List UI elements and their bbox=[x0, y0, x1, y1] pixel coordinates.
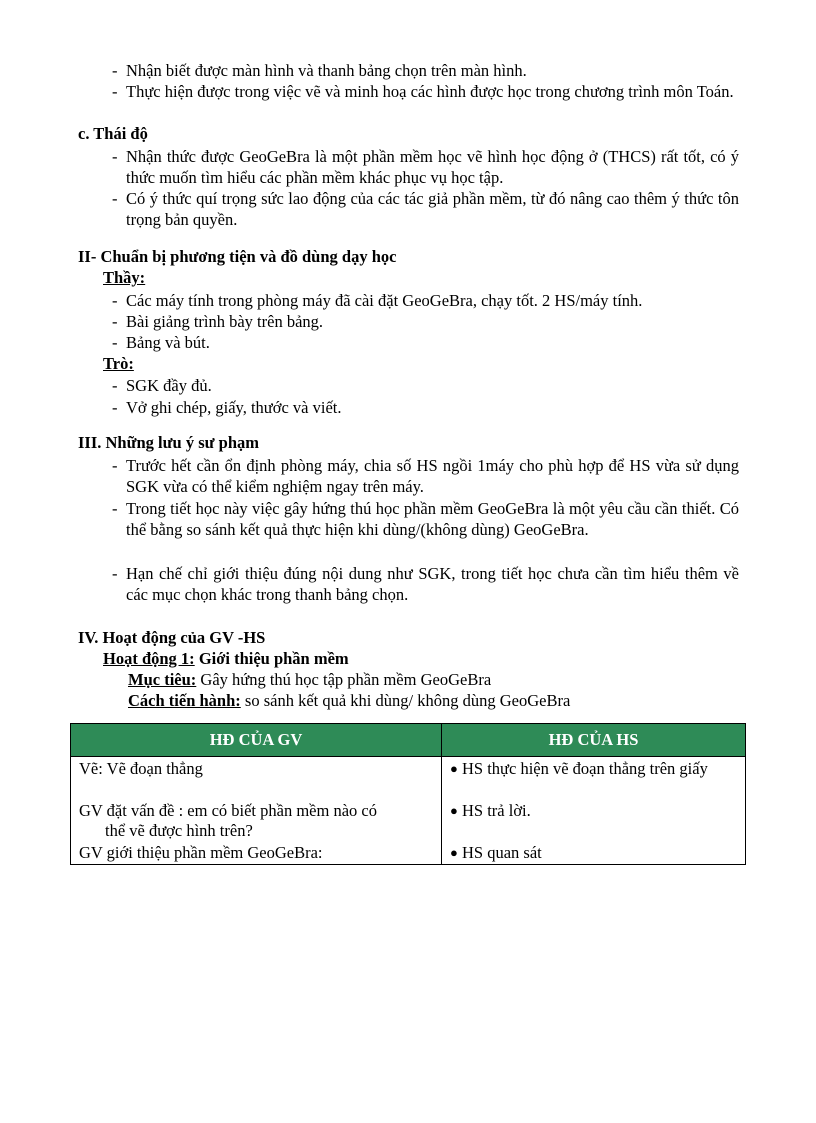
list-item: - Bài giảng trình bày trên bảng. bbox=[112, 312, 324, 331]
student-label: Trò: bbox=[103, 354, 134, 373]
list-item: - Bảng và bút. bbox=[112, 333, 210, 352]
list-item: - SGK đầy đủ. bbox=[112, 376, 212, 395]
section-heading: III. Những lưu ý sư phạm bbox=[78, 433, 260, 452]
list-item: - Nhận thức được GeoGeBra là một phần mềm học vẽ hình học động ở (THCS) rất tốt, có ý thức muốn tìm hiểu các phần mềm khác phục vụ học tập. bbox=[112, 147, 739, 187]
header-gv: HĐ CỦA GV bbox=[71, 724, 442, 757]
header-hs: HĐ CỦA HS bbox=[442, 724, 746, 757]
list-item: - Trong tiết học này việc gây hứng thú học phần mềm GeoGeBra là một yêu cầu cần thiết. Có thể bằng so sánh kết quả thực hiện khi dùng/(không dùng) GeoGeBra. bbox=[112, 499, 739, 539]
list-item: - Vở ghi chép, giấy, thước và viết. bbox=[112, 398, 342, 417]
list-item: - Nhận biết được màn hình và thanh bảng chọn trên màn hình. bbox=[112, 61, 527, 80]
hs-cell: HS thực hiện vẽ đoạn thẳng trên giấy bbox=[462, 759, 708, 778]
section-heading: c. Thái độ bbox=[78, 124, 148, 143]
activity-title: Giới thiệu phần mềm bbox=[198, 649, 349, 668]
gv-cell: GV giới thiệu phần mềm GeoGeBra: bbox=[79, 842, 323, 862]
activity-table bbox=[70, 723, 746, 865]
goal-line bbox=[128, 670, 491, 690]
method-label: Cách tiến hành: bbox=[128, 691, 241, 710]
bullet-icon: ● bbox=[450, 802, 458, 818]
list-item: - Hạn chế chỉ giới thiệu đúng nội dung như SGK, trong tiết học chưa cần tìm hiểu thêm về các mục chọn khác trong thanh bảng chọn. bbox=[112, 564, 739, 604]
activity-line bbox=[103, 649, 349, 669]
list-item: - Trước hết cần ổn định phòng máy, chia số HS ngồi 1máy cho phù hợp để HS vừa sử dụng SGK vừa có thể kiểm nghiệm ngay trên máy. bbox=[112, 456, 739, 496]
method-line bbox=[128, 691, 570, 711]
gv-cell-cont: thể vẽ được hình trên? bbox=[105, 820, 253, 840]
gv-cell: Vẽ: Vẽ đoạn thẳng bbox=[79, 759, 203, 778]
method-text: so sánh kết quả khi dùng/ không dùng GeoGeBra bbox=[244, 691, 571, 710]
table-row bbox=[71, 757, 746, 799]
section-heading: IV. Hoạt động của GV -HS bbox=[78, 628, 266, 647]
bullet-icon: ● bbox=[450, 761, 458, 776]
gv-cell: GV đặt vấn đề : em có biết phần mềm nào có bbox=[79, 800, 377, 820]
goal-text: Gây hứng thú học tập phần mềm GeoGeBra bbox=[200, 670, 492, 689]
hs-cell: HS quan sát bbox=[462, 842, 542, 862]
bullet-icon: ● bbox=[450, 844, 458, 860]
activity-label: Hoạt động 1: bbox=[103, 649, 195, 668]
list-item: - Các máy tính trong phòng máy đã cài đặt GeoGeBra, chạy tốt. 2 HS/máy tính. bbox=[112, 291, 643, 310]
list-item: - Thực hiện được trong việc vẽ và minh hoạ các hình được học trong chương trình môn Toán. bbox=[112, 82, 734, 101]
table-row bbox=[71, 841, 746, 865]
list-item: - Có ý thức quí trọng sức lao động của các tác giả phần mềm, từ đó nâng cao thêm ý thức tôn trọng bản quyền. bbox=[112, 189, 739, 229]
goal-label: Mục tiêu: bbox=[128, 670, 197, 689]
table-row bbox=[71, 799, 746, 841]
teacher-label: Thầy: bbox=[103, 268, 146, 287]
hs-cell: HS trả lời. bbox=[462, 800, 531, 820]
section-heading: II- Chuẩn bị phương tiện và đồ dùng dạy học bbox=[78, 247, 397, 266]
